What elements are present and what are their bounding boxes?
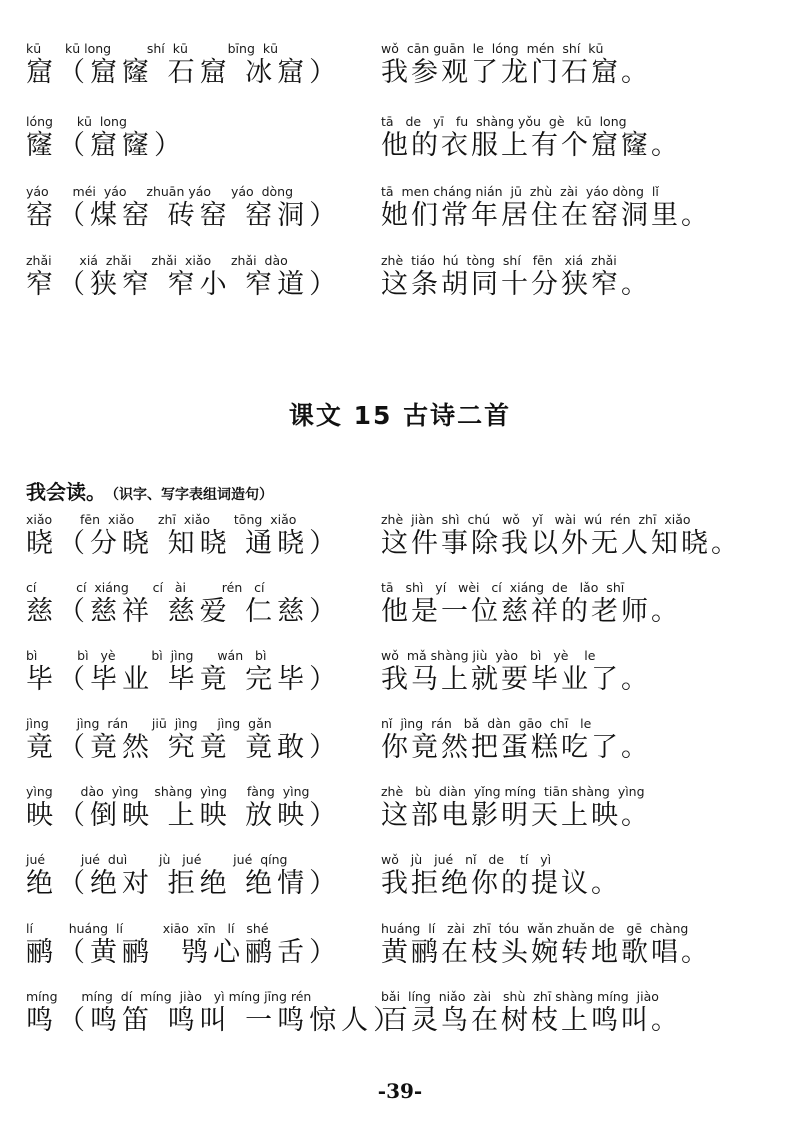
word-group-characters: 晓（分晓 知晓 通晓）: [26, 528, 342, 559]
example-sentence: [381, 715, 786, 785]
vocab-entry: [0, 511, 800, 581]
sentence-pinyin: tā men cháng nián jū zhù zài yáo dòng lǐ: [381, 184, 659, 199]
example-sentence: [381, 40, 786, 110]
word-group-pinyin: kū kū long shí kū bīng kū: [26, 41, 278, 56]
sentence-characters: 他的衣服上有个窟窿。: [381, 130, 681, 161]
sentence-pinyin: tā de yī fu shàng yǒu gè kū long: [381, 114, 627, 129]
section-label: 我会读。: [26, 480, 106, 504]
vocab-entry: [0, 783, 800, 853]
example-sentence: [381, 252, 786, 322]
word-group-pinyin: lóng kū long: [26, 114, 127, 129]
example-sentence: [381, 920, 786, 990]
example-sentence: [381, 783, 786, 853]
vocab-entry: [0, 579, 800, 649]
word-group: [26, 183, 361, 253]
word-group-characters: 窑（煤窑 砖窑 窑洞）: [26, 200, 342, 231]
word-group: [26, 988, 406, 1058]
sentence-characters: 他是一位慈祥的老师。: [381, 596, 681, 627]
vocab-entry: [0, 647, 800, 717]
sentence-pinyin: wǒ mǎ shàng jiù yào bì yè le: [381, 648, 596, 663]
word-group: [26, 40, 361, 110]
example-sentence: [381, 511, 786, 581]
word-group-characters: 绝（绝对 拒绝 绝情）: [26, 868, 342, 899]
example-sentence: [381, 183, 786, 253]
word-group-pinyin: xiǎo fēn xiǎo zhī xiǎo tōng xiǎo: [26, 512, 297, 527]
sentence-pinyin: wǒ cān guān le lóng mén shí kū: [381, 41, 604, 56]
sentence-characters: 我参观了龙门石窟。: [381, 57, 651, 88]
word-group-pinyin: bì bì yè bì jìng wán bì: [26, 648, 267, 663]
example-sentence: [381, 851, 786, 921]
lesson-title: 课文 15 古诗二首: [288, 401, 512, 430]
example-sentence: [381, 579, 786, 649]
word-group-characters: 竟（竟然 究竟 竟敢）: [26, 732, 342, 763]
word-group-characters: 窿（窟窿）: [26, 130, 186, 161]
word-group-pinyin: zhǎi xiá zhǎi zhǎi xiǎo zhǎi dào: [26, 253, 288, 268]
vocab-entry: [0, 183, 800, 253]
vocab-entry: [0, 715, 800, 785]
sentence-pinyin: tā shì yí wèi cí xiáng de lǎo shī: [381, 580, 625, 595]
sentence-pinyin: huáng lí zài zhī tóu wǎn zhuǎn de gē chàng: [381, 921, 689, 936]
sentence-pinyin: zhè bù diàn yǐng míng tiān shàng yìng: [381, 784, 645, 799]
sentence-pinyin: nǐ jìng rán bǎ dàn gāo chī le: [381, 716, 592, 731]
word-group-pinyin: jìng jìng rán jiū jìng jìng gǎn: [26, 716, 272, 731]
vocab-entry: [0, 252, 800, 322]
word-group-characters: 鸣（鸣笛 鸣叫 一鸣惊人）: [26, 1005, 406, 1036]
vocab-entry: [0, 988, 800, 1058]
word-group-pinyin: míng míng dí míng jiào yì míng jīng rén: [26, 989, 312, 1004]
word-group-pinyin: yáo méi yáo zhuān yáo yáo dòng: [26, 184, 294, 199]
word-group: [26, 783, 361, 853]
section-heading: [26, 476, 273, 505]
word-group-characters: 窄（狭窄 窄小 窄道）: [26, 269, 342, 300]
word-group: [26, 920, 361, 990]
sentence-characters: 百灵鸟在树枝上鸣叫。: [381, 1005, 681, 1036]
sentence-pinyin: bǎi líng niǎo zài shù zhī shàng míng jiào: [381, 989, 659, 1004]
vocab-entry: [0, 851, 800, 921]
page-number: -39-: [377, 1079, 423, 1103]
word-group: [26, 113, 361, 183]
word-group-characters: 映（倒映 上映 放映）: [26, 800, 342, 831]
section-note: （识字、写字表组词造句）: [112, 487, 273, 503]
vocab-entry: [0, 920, 800, 990]
sentence-pinyin: wǒ jù jué nǐ de tí yì: [381, 852, 552, 867]
sentence-characters: 我拒绝你的提议。: [381, 868, 621, 899]
word-group: [26, 579, 361, 649]
sentence-characters: 她们常年居住在窑洞里。: [381, 200, 711, 231]
word-group: [26, 511, 361, 581]
sentence-characters: 我马上就要毕业了。: [381, 664, 651, 695]
example-sentence: [381, 113, 786, 183]
sentence-pinyin: zhè jiàn shì chú wǒ yǐ wài wú rén zhī xiǎo: [381, 512, 691, 527]
word-group: [26, 252, 361, 322]
word-group: [26, 647, 361, 717]
word-group-characters: 窟（窟窿 石窟 冰窟）: [26, 57, 342, 88]
word-group: [26, 715, 361, 785]
word-group: [26, 851, 361, 921]
word-group-characters: 鹂（黄鹂 鸮心鹂舌）: [26, 937, 342, 968]
word-group-characters: 慈（慈祥 慈爱 仁慈）: [26, 596, 342, 627]
sentence-characters: 你竟然把蛋糕吃了。: [381, 732, 651, 763]
example-sentence: [381, 988, 786, 1058]
example-sentence: [381, 647, 786, 717]
sentence-pinyin: zhè tiáo hú tòng shí fēn xiá zhǎi: [381, 253, 617, 268]
word-group-pinyin: yìng dào yìng shàng yìng fàng yìng: [26, 784, 310, 799]
sentence-characters: 这部电影明天上映。: [381, 800, 651, 831]
word-group-pinyin: jué jué duì jù jué jué qíng: [26, 852, 288, 867]
vocab-entry: [0, 113, 800, 183]
word-group-pinyin: cí cí xiáng cí ài rén cí: [26, 580, 265, 595]
sentence-characters: 这条胡同十分狭窄。: [381, 269, 651, 300]
sentence-characters: 黄鹂在枝头婉转地歌唱。: [381, 937, 711, 968]
vocab-entry: [0, 40, 800, 110]
word-group-characters: 毕（毕业 毕竟 完毕）: [26, 664, 342, 695]
word-group-pinyin: lí huáng lí xiāo xīn lí shé: [26, 921, 269, 936]
sentence-characters: 这件事除我以外无人知晓。: [381, 528, 741, 559]
